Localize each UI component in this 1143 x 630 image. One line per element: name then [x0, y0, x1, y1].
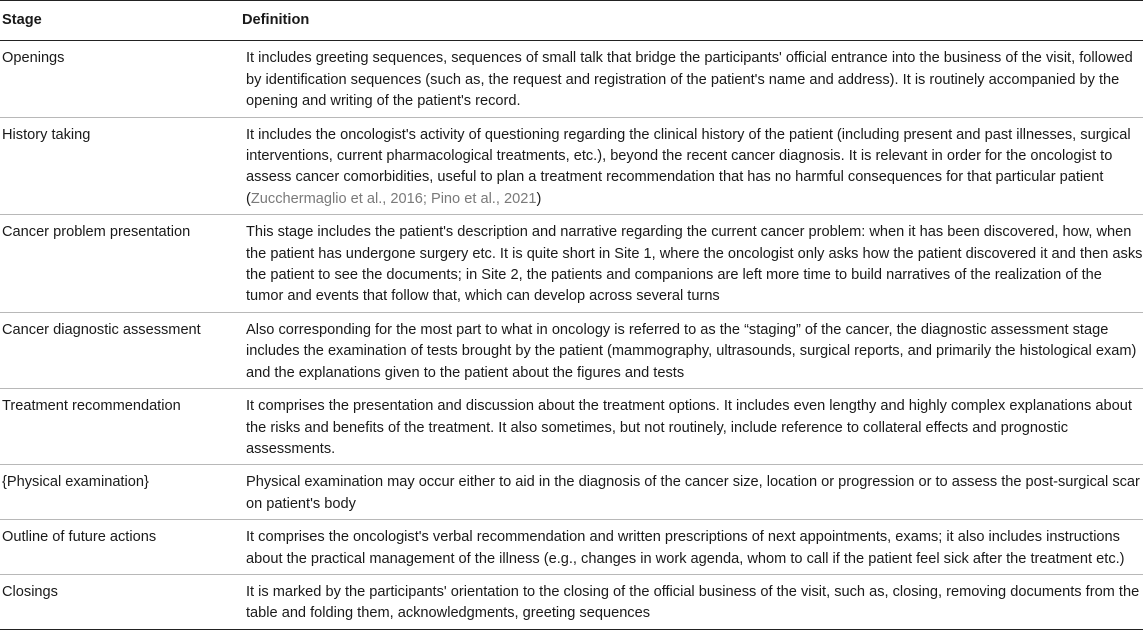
- table-row: [0, 520, 1143, 575]
- table-body: [0, 41, 1143, 629]
- definition-cell: Also corresponding for the most part to what in oncology is referred to as the “staging” of the cancer, the diagnostic assessment stage includes the examination of tests brought by the patient (mammography, ultrasounds, surgical reports, and primarily the histological exam) and the explanations given to the patient about the figures and tests: [240, 312, 1143, 388]
- table-row: [0, 215, 1143, 313]
- definition-cell: It is marked by the participants' orientation to the closing of the official business of the visit, such as, closing, removing documents from the table and folding them, acknowledgments, greeting sequences: [240, 574, 1143, 629]
- stage-cell: Treatment recommendation: [0, 389, 240, 465]
- stage-cell: Closings: [0, 574, 240, 629]
- table-row: [0, 574, 1143, 629]
- table-row: [0, 117, 1143, 215]
- table-row: [0, 465, 1143, 520]
- table-row: [0, 312, 1143, 388]
- table-row: [0, 41, 1143, 117]
- stage-cell: Outline of future actions: [0, 520, 240, 575]
- definition-cell: This stage includes the patient's description and narrative regarding the current cancer problem: when it has been discovered, how, when the patient has undergone surgery etc. It is quite short in Site 1, where the oncologist only asks how the patient discovered it and then asks the patient to see the documents; in Site 2, the patients and companions are left more time to build narratives of the realization of the tumor and events that follow that, which can develop across several turns: [240, 215, 1143, 313]
- table-header: [0, 1, 1143, 41]
- definition-cell: Physical examination may occur either to aid in the diagnosis of the cancer size, location or progression or to assess the post-surgical scar on patient's body: [240, 465, 1143, 520]
- header-stage: Stage: [0, 1, 240, 41]
- definition-cell: It comprises the presentation and discussion about the treatment options. It includes even lengthy and highly complex explanations about the risks and benefits of the treatment. It also sometimes, but not routinely, include reference to collateral effects and prognostic assessments.: [240, 389, 1143, 465]
- definition-text-end: ): [536, 190, 542, 207]
- header-row: [0, 1, 1143, 41]
- table-row: [0, 389, 1143, 465]
- stage-cell: {Physical examination}: [0, 465, 240, 520]
- stage-cell: Openings: [2, 50, 65, 67]
- stage-cell: Cancer diagnostic assessment: [0, 312, 240, 388]
- definition-cell: [240, 117, 1143, 215]
- definition-cell: It includes greeting sequences, sequences of small talk that bridge the participants' official entrance into the business of the visit, followed by identification sequences (such as, the request and registration of the patient's name and address). It is routinely accompanied by the opening and writing of the patient's record.: [246, 50, 1133, 110]
- definition-cell: It comprises the oncologist's verbal recommendation and written prescriptions of next appointments, exams; it also includes instructions about the practical management of the illness (e.g., changes in work agenda, whom to call if the patient feel sick after the treatment etc.): [240, 520, 1143, 575]
- stage-cell: History taking: [0, 117, 240, 215]
- header-definition: Definition: [240, 1, 1143, 41]
- citation-link[interactable]: Zucchermaglio et al., 2016; Pino et al., 2021: [250, 190, 537, 207]
- stage-cell: Cancer problem presentation: [0, 215, 240, 313]
- definition-text: It includes the oncologist's activity of questioning regarding the clinical history of the patient (including present and past illnesses, surgical interventions, current pharmacological treatments, etc.), beyond the recent cancer diagnosis. It is relevant in order for the oncologist to assess cancer comorbidities, useful to plan a treatment recommendation that has no harmful consequences for that particular patient (: [246, 126, 1131, 207]
